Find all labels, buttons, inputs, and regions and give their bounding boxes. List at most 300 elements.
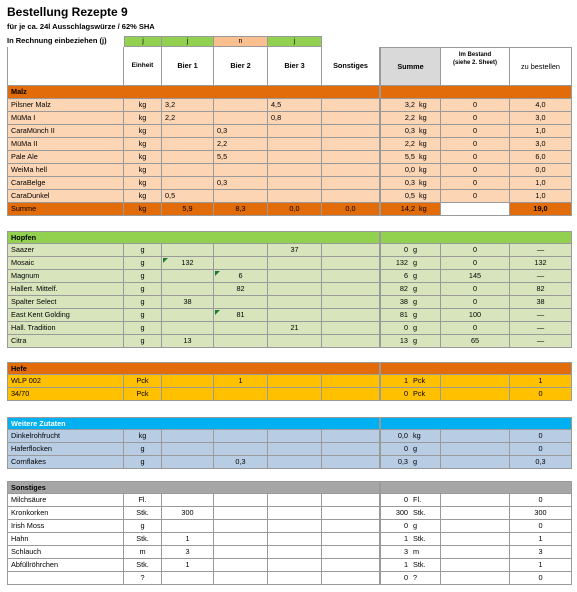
row-stock[interactable]: 145 xyxy=(441,270,510,283)
row-stock[interactable] xyxy=(441,572,510,585)
row-name[interactable]: East Kent Golding xyxy=(7,309,124,322)
total-stock[interactable] xyxy=(441,203,510,216)
row-value-b3[interactable] xyxy=(268,388,322,401)
row-value-b3[interactable] xyxy=(268,507,322,520)
row-value-s[interactable] xyxy=(322,559,380,572)
row-sum[interactable] xyxy=(380,546,441,559)
row-value-b3[interactable] xyxy=(268,164,322,177)
row-sum[interactable] xyxy=(380,257,441,270)
row-value-b3[interactable] xyxy=(268,125,322,138)
row-value-b1[interactable] xyxy=(162,375,214,388)
row-order[interactable]: 0 xyxy=(510,494,572,507)
row-order[interactable]: 3,0 xyxy=(510,112,572,125)
row-sum-value: 0 xyxy=(403,495,408,504)
row-value-s[interactable] xyxy=(322,177,380,190)
row-name[interactable] xyxy=(7,572,124,585)
row-value-b3[interactable] xyxy=(268,533,322,546)
row-value-s[interactable] xyxy=(322,520,380,533)
row-value-b2[interactable] xyxy=(214,257,268,270)
row-sum[interactable] xyxy=(380,335,441,348)
row-stock[interactable]: 0 xyxy=(441,177,510,190)
row-sum[interactable] xyxy=(380,456,441,469)
row-stock[interactable]: 100 xyxy=(441,309,510,322)
row-unit[interactable]: kg xyxy=(124,138,162,151)
row-name[interactable]: Kronkorken xyxy=(7,507,124,520)
row-name[interactable]: MüMa II xyxy=(7,138,124,151)
total-value-b3[interactable]: 0,0 xyxy=(268,203,322,216)
row-value-b1[interactable] xyxy=(162,151,214,164)
row-sum[interactable] xyxy=(380,99,441,112)
row-value-b1[interactable]: 3,2 xyxy=(162,99,214,112)
row-value-b2[interactable] xyxy=(214,507,268,520)
row-value-b1[interactable] xyxy=(162,270,214,283)
row-value-b3[interactable] xyxy=(268,335,322,348)
row-sum-value: 38 xyxy=(399,297,408,306)
row-unit[interactable]: m xyxy=(124,546,162,559)
row-order[interactable]: 1 xyxy=(510,533,572,546)
row-name[interactable]: Cornflakes xyxy=(7,456,124,469)
row-value-b3[interactable] xyxy=(268,456,322,469)
row-unit[interactable]: Pck xyxy=(124,375,162,388)
row-sum-unit: g xyxy=(413,323,418,332)
header-other[interactable]: Sonstiges xyxy=(322,47,380,86)
row-unit[interactable]: g xyxy=(124,270,162,283)
row-value-b2[interactable] xyxy=(214,190,268,203)
row-value-s[interactable] xyxy=(322,443,380,456)
row-sum-unit: kg xyxy=(419,165,427,174)
row-order[interactable]: 0 xyxy=(510,388,572,401)
row-sum[interactable] xyxy=(380,309,441,322)
row-value-b3[interactable] xyxy=(268,283,322,296)
row-value-b2[interactable]: 0,3 xyxy=(214,177,268,190)
total-sum[interactable] xyxy=(380,203,441,216)
section-header-right[interactable] xyxy=(380,362,572,375)
row-unit[interactable]: kg xyxy=(124,125,162,138)
row-unit[interactable]: g xyxy=(124,520,162,533)
row-value-b3[interactable]: 37 xyxy=(268,244,322,257)
row-value-b3[interactable] xyxy=(268,375,322,388)
row-unit[interactable]: kg xyxy=(124,190,162,203)
row-value-b3[interactable] xyxy=(268,270,322,283)
row-value-b1[interactable] xyxy=(162,388,214,401)
include-flag-3[interactable]: n xyxy=(214,36,268,47)
row-unit[interactable]: g xyxy=(124,443,162,456)
row-value-b1[interactable]: 1 xyxy=(162,533,214,546)
row-value-b3[interactable] xyxy=(268,559,322,572)
row-value-s[interactable] xyxy=(322,388,380,401)
row-unit[interactable]: Stk. xyxy=(124,559,162,572)
row-sum[interactable] xyxy=(380,138,441,151)
row-value-b3[interactable] xyxy=(268,546,322,559)
row-stock[interactable]: 0 xyxy=(441,322,510,335)
row-stock[interactable] xyxy=(441,443,510,456)
row-order[interactable]: 0,0 xyxy=(510,164,572,177)
section-header-right[interactable] xyxy=(380,86,572,99)
include-flag-1[interactable]: j xyxy=(124,36,162,47)
row-value-b2[interactable]: 0,3 xyxy=(214,456,268,469)
row-unit[interactable]: Fl. xyxy=(124,494,162,507)
row-sum-value: 0,5 xyxy=(404,191,415,200)
section-title[interactable]: Malz xyxy=(7,86,380,99)
row-value-s[interactable] xyxy=(322,270,380,283)
row-stock[interactable] xyxy=(441,494,510,507)
row-value-b1[interactable] xyxy=(162,520,214,533)
row-value-s[interactable] xyxy=(322,375,380,388)
row-value-b1[interactable] xyxy=(162,456,214,469)
section-title[interactable]: Weitere Zutaten xyxy=(7,417,380,430)
row-stock[interactable]: 0 xyxy=(441,112,510,125)
row-order[interactable]: 132 xyxy=(510,257,572,270)
row-sum[interactable] xyxy=(380,494,441,507)
row-unit[interactable]: g xyxy=(124,309,162,322)
row-sum[interactable] xyxy=(380,443,441,456)
row-sum[interactable] xyxy=(380,151,441,164)
row-name[interactable]: Spalter Select xyxy=(7,296,124,309)
row-order[interactable]: 1 xyxy=(510,559,572,572)
row-unit[interactable]: Stk. xyxy=(124,533,162,546)
row-unit[interactable]: kg xyxy=(124,99,162,112)
row-name[interactable]: Dinkelrohfrucht xyxy=(7,430,124,443)
row-value-b3[interactable] xyxy=(268,494,322,507)
include-flag-4[interactable]: j xyxy=(268,36,322,47)
row-value-b2[interactable] xyxy=(214,520,268,533)
row-sum[interactable] xyxy=(380,296,441,309)
row-name[interactable]: Mosaic xyxy=(7,257,124,270)
section-title[interactable]: Hopfen xyxy=(7,231,380,244)
row-value-b2[interactable] xyxy=(214,335,268,348)
row-value-b2[interactable]: 2,2 xyxy=(214,138,268,151)
row-value-b3[interactable] xyxy=(268,190,322,203)
row-unit[interactable]: ? xyxy=(124,572,162,585)
row-stock[interactable] xyxy=(441,533,510,546)
row-stock[interactable] xyxy=(441,507,510,520)
row-value-b3[interactable] xyxy=(268,257,322,270)
section-title[interactable]: Hefe xyxy=(7,362,380,375)
row-value-s[interactable] xyxy=(322,112,380,125)
row-unit[interactable]: Pck xyxy=(124,388,162,401)
row-order[interactable]: — xyxy=(510,270,572,283)
row-value-b2[interactable]: 0,3 xyxy=(214,125,268,138)
row-stock[interactable]: 0 xyxy=(441,296,510,309)
row-sum[interactable] xyxy=(380,430,441,443)
row-value-b1[interactable] xyxy=(162,138,214,151)
row-name[interactable]: WLP 002 xyxy=(7,375,124,388)
row-value-s[interactable] xyxy=(322,151,380,164)
total-value-b2[interactable]: 8,3 xyxy=(214,203,268,216)
row-value-b1[interactable] xyxy=(162,494,214,507)
row-order[interactable]: 3 xyxy=(510,546,572,559)
row-stock[interactable]: 0 xyxy=(441,151,510,164)
row-value-b2[interactable] xyxy=(214,99,268,112)
row-value-b1[interactable]: 3 xyxy=(162,546,214,559)
row-value-b3[interactable] xyxy=(268,443,322,456)
row-order[interactable]: 1,0 xyxy=(510,190,572,203)
row-stock[interactable] xyxy=(441,559,510,572)
row-name[interactable]: CaraBelge xyxy=(7,177,124,190)
row-order[interactable]: 0,3 xyxy=(510,456,572,469)
row-order[interactable]: — xyxy=(510,309,572,322)
row-value-s[interactable] xyxy=(322,244,380,257)
row-order[interactable]: 1 xyxy=(510,375,572,388)
row-sum-unit: g xyxy=(413,284,418,293)
row-value-b2[interactable] xyxy=(214,546,268,559)
row-value-s[interactable] xyxy=(322,335,380,348)
row-sum[interactable] xyxy=(380,112,441,125)
header-unit[interactable]: Einheit xyxy=(124,47,162,86)
row-stock[interactable]: 0 xyxy=(441,125,510,138)
row-value-s[interactable] xyxy=(322,572,380,585)
total-name[interactable]: Summe xyxy=(7,203,124,216)
row-order[interactable]: 0 xyxy=(510,443,572,456)
total-unit[interactable]: kg xyxy=(124,203,162,216)
row-value-b3[interactable] xyxy=(268,309,322,322)
row-sum-unit: kg xyxy=(419,139,427,148)
row-stock[interactable] xyxy=(441,546,510,559)
row-value-s[interactable] xyxy=(322,190,380,203)
header-beer-3[interactable]: Bier 3 xyxy=(268,47,322,86)
row-name[interactable]: Pale Ale xyxy=(7,151,124,164)
row-value-b2[interactable]: 82 xyxy=(214,283,268,296)
row-order[interactable]: 1,0 xyxy=(510,125,572,138)
row-name[interactable]: Saazer xyxy=(7,244,124,257)
row-value-s[interactable] xyxy=(322,296,380,309)
row-sum-value: 81 xyxy=(399,310,408,319)
row-value-s[interactable] xyxy=(322,430,380,443)
row-name[interactable]: Irish Moss xyxy=(7,520,124,533)
row-sum-unit: kg xyxy=(419,152,427,161)
row-name[interactable]: Pilsner Malz xyxy=(7,99,124,112)
row-value-b1[interactable] xyxy=(162,244,214,257)
row-unit[interactable]: g xyxy=(124,322,162,335)
row-value-b2[interactable] xyxy=(214,533,268,546)
header-sum[interactable]: Summe xyxy=(380,47,441,86)
row-value-b3[interactable] xyxy=(268,572,322,585)
row-sum[interactable] xyxy=(380,375,441,388)
row-value-b2[interactable] xyxy=(214,112,268,125)
row-value-b2[interactable]: 5,5 xyxy=(214,151,268,164)
row-value-b1[interactable] xyxy=(162,322,214,335)
row-value-s[interactable] xyxy=(322,99,380,112)
row-value-s[interactable] xyxy=(322,257,380,270)
row-unit[interactable]: g xyxy=(124,335,162,348)
row-value-b1[interactable]: 132 xyxy=(162,257,214,270)
row-unit[interactable]: g xyxy=(124,257,162,270)
row-value-b3[interactable] xyxy=(268,177,322,190)
row-value-b1[interactable] xyxy=(162,164,214,177)
row-value-s[interactable] xyxy=(322,507,380,520)
row-name[interactable]: Citra xyxy=(7,335,124,348)
row-value-b2[interactable] xyxy=(214,388,268,401)
header-order[interactable]: zu bestellen xyxy=(510,47,572,86)
row-value-b3[interactable] xyxy=(268,520,322,533)
row-sum[interactable] xyxy=(380,388,441,401)
row-value-b2[interactable] xyxy=(214,164,268,177)
row-unit[interactable]: Stk. xyxy=(124,507,162,520)
row-value-s[interactable] xyxy=(322,494,380,507)
header-blank[interactable] xyxy=(7,47,124,86)
row-value-b2[interactable] xyxy=(214,430,268,443)
row-sum-unit: Stk. xyxy=(413,560,426,569)
row-value-b2[interactable] xyxy=(214,322,268,335)
row-unit[interactable]: kg xyxy=(124,164,162,177)
total-value-b1[interactable]: 5,9 xyxy=(162,203,214,216)
row-name[interactable]: Schlauch xyxy=(7,546,124,559)
row-name[interactable]: Hallert. Mittelf. xyxy=(7,283,124,296)
row-name[interactable]: 34/70 xyxy=(7,388,124,401)
row-sum-value: 0,0 xyxy=(404,165,415,174)
row-value-b1[interactable]: 300 xyxy=(162,507,214,520)
row-sum[interactable] xyxy=(380,322,441,335)
row-value-s[interactable] xyxy=(322,546,380,559)
row-order[interactable]: 0 xyxy=(510,520,572,533)
row-order[interactable]: 6,0 xyxy=(510,151,572,164)
row-value-b2[interactable] xyxy=(214,572,268,585)
row-value-s[interactable] xyxy=(322,533,380,546)
row-unit[interactable]: kg xyxy=(124,151,162,164)
row-name[interactable]: Hall. Tradition xyxy=(7,322,124,335)
row-value-b1[interactable]: 13 xyxy=(162,335,214,348)
row-order[interactable]: — xyxy=(510,244,572,257)
row-value-b3[interactable] xyxy=(268,151,322,164)
header-stock[interactable] xyxy=(441,47,510,86)
row-sum-unit: g xyxy=(413,245,418,254)
row-order[interactable]: 1,0 xyxy=(510,177,572,190)
row-value-b3[interactable] xyxy=(268,138,322,151)
section-header-right[interactable] xyxy=(380,417,572,430)
row-value-b3[interactable] xyxy=(268,296,322,309)
row-value-s[interactable] xyxy=(322,138,380,151)
row-order[interactable]: 38 xyxy=(510,296,572,309)
row-order[interactable]: 0 xyxy=(510,572,572,585)
row-value-b1[interactable]: 0,5 xyxy=(162,190,214,203)
section-title[interactable]: Sonstiges xyxy=(7,481,380,494)
row-value-b1[interactable]: 2,2 xyxy=(162,112,214,125)
row-sum[interactable] xyxy=(380,572,441,585)
row-stock[interactable]: 0 xyxy=(441,164,510,177)
row-value-s[interactable] xyxy=(322,283,380,296)
row-value-b1[interactable] xyxy=(162,125,214,138)
row-value-s[interactable] xyxy=(322,322,380,335)
row-unit[interactable]: g xyxy=(124,283,162,296)
row-sum-unit: g xyxy=(413,297,418,306)
row-sum[interactable] xyxy=(380,283,441,296)
row-stock[interactable]: 0 xyxy=(441,283,510,296)
row-stock[interactable]: 65 xyxy=(441,335,510,348)
row-order[interactable]: 3,0 xyxy=(510,138,572,151)
row-order[interactable]: — xyxy=(510,335,572,348)
row-sum[interactable] xyxy=(380,533,441,546)
row-stock[interactable]: 0 xyxy=(441,190,510,203)
row-order[interactable]: 82 xyxy=(510,283,572,296)
row-unit[interactable]: g xyxy=(124,244,162,257)
row-unit[interactable]: g xyxy=(124,456,162,469)
row-name[interactable]: CaraMünch II xyxy=(7,125,124,138)
row-stock[interactable] xyxy=(441,456,510,469)
row-order[interactable]: — xyxy=(510,322,572,335)
row-value-b1[interactable]: 38 xyxy=(162,296,214,309)
row-stock[interactable]: 0 xyxy=(441,99,510,112)
row-name[interactable]: Milchsäure xyxy=(7,494,124,507)
row-value-b1[interactable]: 1 xyxy=(162,559,214,572)
row-unit[interactable]: kg xyxy=(124,112,162,125)
total-value-s[interactable]: 0,0 xyxy=(322,203,380,216)
row-sum-unit: kg xyxy=(419,191,427,200)
row-sum[interactable] xyxy=(380,164,441,177)
row-sum[interactable] xyxy=(380,270,441,283)
row-order[interactable]: 4,0 xyxy=(510,99,572,112)
row-sum[interactable] xyxy=(380,190,441,203)
row-value-b1[interactable] xyxy=(162,283,214,296)
row-value-b1[interactable] xyxy=(162,572,214,585)
row-unit[interactable]: kg xyxy=(124,430,162,443)
row-name[interactable]: MüMa I xyxy=(7,112,124,125)
row-stock[interactable]: 0 xyxy=(441,138,510,151)
row-value-b2[interactable] xyxy=(214,494,268,507)
row-value-b1[interactable] xyxy=(162,177,214,190)
row-value-b2[interactable]: 81 xyxy=(214,309,268,322)
row-value-s[interactable] xyxy=(322,309,380,322)
row-name[interactable]: WeiMa hell xyxy=(7,164,124,177)
row-value-s[interactable] xyxy=(322,456,380,469)
row-value-s[interactable] xyxy=(322,125,380,138)
row-name[interactable]: Hahn xyxy=(7,533,124,546)
total-order[interactable]: 19,0 xyxy=(510,203,572,216)
row-unit[interactable]: g xyxy=(124,296,162,309)
row-stock[interactable]: 0 xyxy=(441,257,510,270)
row-sum[interactable] xyxy=(380,244,441,257)
row-value-b3[interactable]: 4,5 xyxy=(268,99,322,112)
row-name[interactable]: CaraDunkel xyxy=(7,190,124,203)
row-value-b2[interactable] xyxy=(214,443,268,456)
row-value-b2[interactable] xyxy=(214,244,268,257)
row-value-b3[interactable]: 21 xyxy=(268,322,322,335)
row-value-b1[interactable] xyxy=(162,430,214,443)
row-value-b1[interactable] xyxy=(162,443,214,456)
row-sum-value: 1 xyxy=(403,560,408,569)
row-stock[interactable] xyxy=(441,520,510,533)
header-beer-1[interactable]: Bier 1 xyxy=(162,47,214,86)
row-value-b1[interactable] xyxy=(162,309,214,322)
section-header-right[interactable] xyxy=(380,481,572,494)
row-unit[interactable]: kg xyxy=(124,177,162,190)
row-sum-unit: kg xyxy=(419,178,427,187)
section-header-right[interactable] xyxy=(380,231,572,244)
row-name[interactable]: Haferflocken xyxy=(7,443,124,456)
header-beer-2[interactable]: Bier 2 xyxy=(214,47,268,86)
row-value-b3[interactable] xyxy=(268,430,322,443)
row-sum[interactable] xyxy=(380,507,441,520)
row-value-b3[interactable]: 0,8 xyxy=(268,112,322,125)
row-name[interactable]: Magnum xyxy=(7,270,124,283)
row-stock[interactable] xyxy=(441,430,510,443)
row-sum[interactable] xyxy=(380,559,441,572)
row-value-b2[interactable] xyxy=(214,559,268,572)
row-name[interactable]: Abfüllröhrchen xyxy=(7,559,124,572)
row-sum[interactable] xyxy=(380,520,441,533)
row-stock[interactable] xyxy=(441,375,510,388)
row-sum[interactable] xyxy=(380,177,441,190)
row-order[interactable]: 300 xyxy=(510,507,572,520)
include-flag-2[interactable]: j xyxy=(162,36,214,47)
row-stock[interactable]: 0 xyxy=(441,244,510,257)
row-value-b2[interactable]: 1 xyxy=(214,375,268,388)
row-value-b2[interactable]: 6 xyxy=(214,270,268,283)
row-stock[interactable] xyxy=(441,388,510,401)
row-value-b2[interactable] xyxy=(214,296,268,309)
row-sum[interactable] xyxy=(380,125,441,138)
row-order[interactable]: 0 xyxy=(510,430,572,443)
row-value-s[interactable] xyxy=(322,164,380,177)
